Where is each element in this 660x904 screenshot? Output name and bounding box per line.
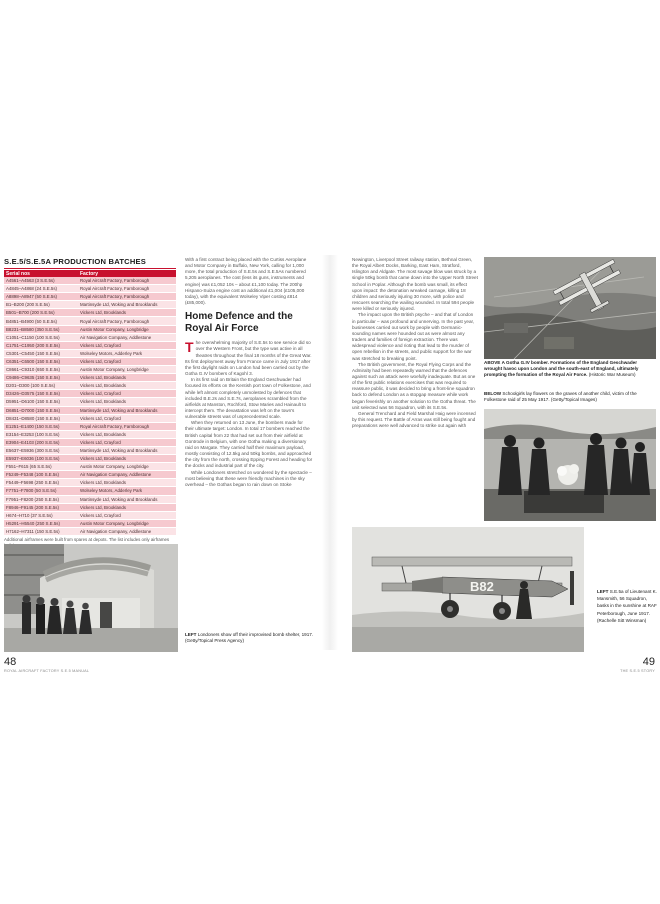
serial-cell: B1–B200 (200 S.E.5s) [4, 301, 78, 309]
table-row [4, 366, 176, 374]
table-row [4, 374, 176, 382]
factory-cell: Vickers Ltd, Crayford [78, 511, 176, 519]
serial-cell: A4845–A4868 (24 S.E.5s) [4, 285, 78, 293]
text-column-middle [352, 257, 478, 429]
serial-cell: F7751–F7800 (50 S.E.5s) [4, 487, 78, 495]
table-row [4, 463, 176, 471]
serial-cell: F551–F615 (65 S.E.5s) [4, 463, 78, 471]
page-number-left: 48 [4, 656, 17, 668]
serial-cell: D201–D300 (100 S.E.5s) [4, 382, 78, 390]
column-a-paragraph-3: In its first raid on Britain the England Geschwader had focused its efforts on the Kentish port town of Folkestone, and while left almost completely unmolested by defences that included B.E.2s and S.E.7s, aeroplanes scrambled from the airfields at Manston, Rochford, Stow Maries and Hainault to intercept them. The devastation was left on the town's vulnerable streets was of unprecedented scale. [185, 377, 311, 420]
column-a-paragraph-1: With a first contract being placed with the Curtiss Aeroplane and Motor Company in Buffalo, New York, calling for 1,000 more, the total production of S.E.5s and S.E.5As numbered 5,205 aeroplanes. The cost (less its guns, instruments and engine) was £1,052 10s – about £1,100 today. The 200hp Hispano-Suiza engine cost an additional £1,004 (£105,000 today), with the equivalent Wolseley Viper costing £814 (£85,000). [185, 257, 307, 306]
serial-cell: B501–B700 (200 S.E.5s) [4, 309, 78, 317]
factory-cell: Royal Aircraft Factory, Farnborough [78, 422, 176, 430]
factory-cell: Royal Aircraft Factory, Farnborough [78, 277, 176, 285]
factory-cell: Austin Motor Company, Longbridge [78, 463, 176, 471]
section-heading: Home Defence and the Royal Air Force [185, 311, 293, 335]
factory-cell: Vickers Ltd, Brooklands [78, 479, 176, 487]
serial-cell: C6351–C6500 (150 S.E.5s) [4, 357, 78, 365]
serial-cell: E1251–E1400 (150 S.E.5s) [4, 422, 78, 430]
table-row [4, 471, 176, 479]
factory-cell: Vickers Ltd, Brooklands [78, 455, 176, 463]
text-column-left [185, 257, 313, 488]
se5a-caption-label: LEFT [597, 589, 609, 594]
table-row [4, 333, 176, 341]
serial-cell: C8661–C9310 (650 S.E.5s) [4, 366, 78, 374]
table-row [4, 438, 176, 446]
table-row [4, 382, 176, 390]
factory-cell: Martinsyde Ltd, Woking and Brooklands [78, 406, 176, 414]
se5a-aircraft-photo [352, 527, 584, 652]
schoolgirls-grave-illustration [484, 409, 656, 521]
serial-cell: H674–H710 (37 S.E.5s) [4, 511, 78, 519]
serial-cell: C1051–C1150 (100 S.E.5s) [4, 333, 78, 341]
se5a-caption-text: S.E.5a of Lieutenant K. Mansmith, 56 Squadron, basks in the sunshine at RAF Peterborough, June 1917. [597, 589, 658, 616]
production-batches-rows [4, 277, 176, 536]
factory-cell: Vickers Ltd, Brooklands [78, 309, 176, 317]
factory-cell: Vickers Ltd, Crayford [78, 414, 176, 422]
factory-cell: Vickers Ltd, Crayford [78, 341, 176, 349]
table-row [4, 446, 176, 454]
factory-cell: Royal Aircraft Factory, Farnborough [78, 285, 176, 293]
gotha-bomber-caption-text: A Gotha G.IV bomber. Formations of the England Geschwader wrought havoc upon London and the south-east of England, ultimately prompting the formation of the Royal Air Force. [484, 360, 639, 378]
grave-caption-credit: (Getty/Topical Images) [550, 397, 597, 403]
serial-cell: B4851–B4900 (50 S.E.5s) [4, 317, 78, 325]
grave-caption [484, 391, 656, 403]
serial-cell: A4561–A4563 (3 S.E.5s) [4, 277, 78, 285]
column-a-paragraph-4: When they returned on 13 June, the bombers made for their ultimate target: London. In total 17 bombers reached the British capital from 22 that had set out from their airfield at Gontrode in Belgium, with one Gotha making a diversionary raid on Margate. They carried half their maximum payload, mostly consisting of 12.5kg and 50kg bombs, and approached the city from the north, crossing Epping Forest and heading for the docks and industrial part of the city. [185, 420, 313, 469]
table-row [4, 285, 176, 293]
factory-cell: Vickers Ltd, Brooklands [78, 430, 176, 438]
factory-cell: Wolseley Motors, Adderley Park [78, 349, 176, 357]
factory-cell: Air Navigation Company, Addlestone [78, 333, 176, 341]
factory-cell: Martinsyde Ltd, Woking and Brooklands [78, 301, 176, 309]
aerial-landscape-illustration [484, 257, 656, 359]
serial-cell: D5951–D6100 (150 S.E.5s) [4, 398, 78, 406]
table-row [4, 309, 176, 317]
factory-cell: Air Navigation Company, Addlestone [78, 527, 176, 535]
factory-cell: Air Navigation Company, Addlestone [78, 471, 176, 479]
serial-cell: C1751–C1950 (200 S.E.5s) [4, 341, 78, 349]
running-footer-left: ROYAL AIRCRAFT FACTORY S.E.5 MANUAL [4, 669, 90, 673]
header-serial-nos: Serial nos [4, 270, 78, 277]
table-row [4, 357, 176, 365]
column-a-paragraph-5: While Londoners stretched on wondered by the spectacle – most believing that these were friendly machines in the sky overhead – the Gothas began to rain down on Stoke [185, 469, 312, 487]
running-footer-right: THE S.E.5 STORY [620, 669, 655, 673]
gotha-bomber-photo [484, 257, 656, 359]
bomb-shelter-caption-credit: (Getty/Topical Press Agency) [185, 638, 244, 644]
grave-caption-text: Schoolgirls lay flowers on the graves of another child, victim of the Folkestone raid of 25 May 1917. [484, 391, 637, 403]
serial-cell: D8431–D8580 (150 S.E.5s) [4, 414, 78, 422]
table-row [4, 519, 176, 527]
factory-cell: Martinsyde Ltd, Woking and Brooklands [78, 495, 176, 503]
serial-cell: F5449–F5698 (250 S.E.5s) [4, 479, 78, 487]
table-row [4, 406, 176, 414]
serial-cell: C9486–C9635 (150 S.E.5s) [4, 374, 78, 382]
column-a-paragraph-2 [185, 340, 313, 377]
factory-cell: Royal Aircraft Factory, Farnborough [78, 293, 176, 301]
factory-cell: Wolseley Motors, Adderley Park [78, 487, 176, 495]
factory-cell: Austin Motor Company, Longbridge [78, 519, 176, 527]
table-row [4, 495, 176, 503]
table-row [4, 479, 176, 487]
production-batches-table [4, 270, 176, 536]
se5a-caption [597, 588, 657, 624]
column-b-paragraph-3: The British government, the Royal Flying Corps and the Admiralty had been repeatedly warned that the defences against such an attack were woefully inadequate. But as one of the first public relations exercises that was required to reassure public, it was decided to bring a front-line squadron back to defend London as a stopgap measure while work began feverishly on another solution to the Gotha threat. The unit selected was 56 Squadron, with its S.E.5s. [352, 361, 476, 410]
serial-cell: B8231–B8580 (350 S.E.5s) [4, 325, 78, 333]
bomb-shelter-caption-text: Londoners show off their improvised bomb shelter, 1917. [197, 632, 314, 637]
factory-cell: Vickers Ltd, Crayford [78, 390, 176, 398]
serial-cell: D6851–D7000 (150 S.E.5s) [4, 406, 78, 414]
serial-cell: C5301–C5450 (150 S.E.5s) [4, 349, 78, 357]
factory-cell: Austin Motor Company, Longbridge [78, 325, 176, 333]
table-row [4, 527, 176, 535]
table-row [4, 349, 176, 357]
factory-cell: Vickers Ltd, Crayford [78, 357, 176, 365]
production-batches-title: S.E.5/S.E.5A PRODUCTION BATCHES [4, 257, 176, 269]
table-row [4, 422, 176, 430]
se5a-caption-credit: (Rachelle Sitt Winsman) [597, 617, 647, 623]
gotha-bomber-caption-credit: (Historic War Museum) [588, 372, 636, 378]
serial-cell: D3426–D3575 (150 S.E.5s) [4, 390, 78, 398]
factory-cell: Vickers Ltd, Crayford [78, 438, 176, 446]
bomb-shelter-caption-label: LEFT [185, 632, 197, 637]
column-b-paragraph-4: General Trenchard and Field Marshal Haig were incensed by this request. The Battle of Arras was still being fought and preparations were well advanced to strike out again with [352, 410, 476, 429]
table-row [4, 398, 176, 406]
serial-cell: E3154–E3253 (100 S.E.5s) [4, 430, 78, 438]
table-row [4, 487, 176, 495]
bomb-shelter-caption [185, 632, 315, 644]
se5a-aircraft-illustration [352, 527, 584, 652]
schoolgirls-grave-photo [484, 409, 656, 521]
blank-page-bottom-area [0, 676, 660, 904]
table-row [4, 325, 176, 333]
column-b-paragraph-2: The impact upon the British psyche – and that of London in particular – was profound and unnerving. In the past year, businesses carried out work by people with Germanic-sounding names were hounded out as were almost any traders and families of foreign extraction. There was widespread violence and rioting that lead to the murder of open rebellion in the streets, and public support for the war was stretched to breaking point. [352, 312, 475, 361]
column-b-paragraph-1: Newington, Liverpool Street railway station, Bethnal Green, the Royal Albert Docks, Barking, East Ham, Stratford, Islington and Aldgate. The most savage blow was struck by a single 50kg bomb that came down into the Upper North Street School in Poplar. Although the bomb was small, its effect upon impact: the detonation wreaked carnage, killing 18 children and seriously injuring 30 more, with police and rescuers searching the wailing wounded. In total 594 people were killed or seriously injured. [352, 257, 478, 312]
serial-cell: E5937–E6036 (100 S.E.5s) [4, 455, 78, 463]
factory-cell: Vickers Ltd, Brooklands [78, 398, 176, 406]
table-row [4, 301, 176, 309]
table-row [4, 503, 176, 511]
serial-cell: E5637–E5936 (300 S.E.5s) [4, 446, 78, 454]
factory-cell: Vickers Ltd, Brooklands [78, 503, 176, 511]
blank-page-top-area [0, 0, 660, 255]
table-row [4, 414, 176, 422]
column-a-paragraph-2-text: he overwhelming majority of S.E.5s to see service did so over the Western Front, but the type was active in all theatres throughout the final 18 months of the Great War. Its first deployment away from France came in July 1917 after the first daylight raids on London had been carried out by the Gotha G.IV bombers of Kagohl 3. [185, 340, 312, 377]
table-row [4, 317, 176, 325]
bomb-shelter-illustration [4, 544, 178, 652]
serial-cell: A8898–A8947 (50 S.E.5s) [4, 293, 78, 301]
aircraft-serial-marking: B82 [470, 579, 494, 594]
table-row [4, 341, 176, 349]
gotha-bomber-caption-label: ABOVE [484, 360, 501, 365]
factory-cell: Austin Motor Company, Longbridge [78, 366, 176, 374]
gotha-bomber-caption [484, 360, 656, 379]
production-batches-panel [4, 257, 176, 548]
page-number-right: 49 [642, 656, 655, 668]
factory-cell: Vickers Ltd, Brooklands [78, 382, 176, 390]
serial-cell: H7162–H7311 (150 S.E.5s) [4, 527, 78, 535]
factory-cell: Martinsyde Ltd, Woking and Brooklands [78, 446, 176, 454]
bomb-shelter-photo [4, 544, 178, 652]
serial-cell: F8946–F9145 (200 S.E.5s) [4, 503, 78, 511]
book-gutter [322, 255, 338, 650]
header-factory: Factory [78, 270, 176, 277]
table-row [4, 430, 176, 438]
grave-caption-label: BELOW [484, 391, 502, 396]
production-batches-note: Additional airframes were built from spares at depots. The list includes only airframes [4, 537, 170, 542]
serial-cell: E3904–E4103 (200 S.E.5s) [4, 438, 78, 446]
factory-cell: Royal Aircraft Factory, Farnborough [78, 317, 176, 325]
table-row [4, 511, 176, 519]
serial-cell: F5249–F5348 (100 S.E.5s) [4, 471, 78, 479]
drop-cap: T [185, 339, 194, 356]
factory-cell: Vickers Ltd, Brooklands [78, 374, 176, 382]
serial-cell: H5291–H5540 (250 S.E.5s) [4, 519, 78, 527]
table-row [4, 277, 176, 285]
serial-cell: F7951–F8200 (250 S.E.5s) [4, 495, 78, 503]
table-row [4, 293, 176, 301]
table-row [4, 390, 176, 398]
table-row [4, 455, 176, 463]
